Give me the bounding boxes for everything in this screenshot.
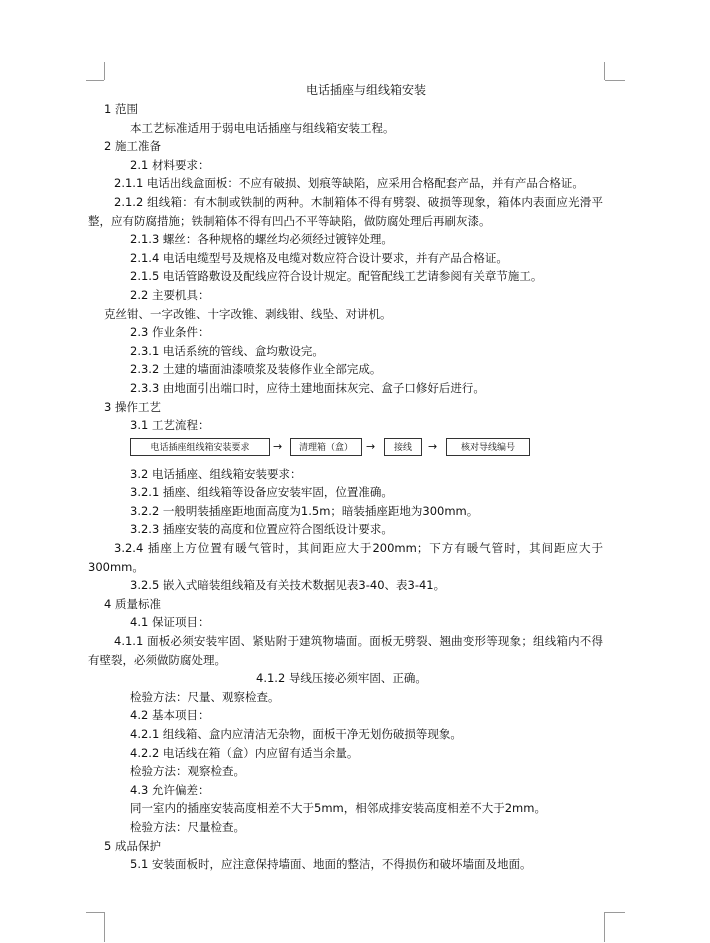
paragraph: 5.1 安装面板时，应注意保持墙面、地面的整洁，不得损伤和破坏墙面及地面。 — [130, 857, 532, 872]
paragraph: 3.2.3 插座安装的高度和位置应符合图纸设计要求。 — [130, 522, 393, 537]
crop-mark-top-right-horizontal — [605, 80, 625, 81]
crop-mark-top-left-vertical — [104, 62, 105, 80]
section-heading: 4 质量标准 — [104, 596, 161, 611]
crop-mark-bottom-left-vertical — [104, 912, 105, 942]
section-heading: 1 范围 — [104, 102, 138, 116]
flow-step-box: 电话插座组线箱安装要求 — [130, 438, 270, 456]
process-flow-diagram — [130, 435, 604, 465]
section-heading: 2 施工准备 — [104, 139, 161, 154]
paragraph: 2.1.5 电话管路敷设及配线应符合设计规定。配管配线工艺请参阅有关章节施工。 — [130, 269, 543, 284]
subsection-heading: 3.1 工艺流程： — [130, 418, 210, 433]
paragraph: 3.2.5 嵌入式暗装组线箱及有关技术数据见表3-40、表3-41。 — [130, 578, 446, 593]
paragraph: 2.3.3 由地面引出端口时，应待土建地面抹灰完、盒子口修好后进行。 — [130, 380, 485, 395]
paragraph: 2.1.3 螺丝：各种规格的螺丝均必须经过镀锌处理。 — [130, 232, 393, 247]
paragraph: 2.3.2 土建的墙面油漆喷浆及装修作业全部完成。 — [130, 362, 382, 377]
paragraph: 2.3.1 电话系统的管线、盒均敷设完。 — [130, 343, 324, 358]
subsection-heading: 2.3 作业条件： — [130, 325, 210, 340]
subsection-heading: 4.1 保证项目： — [130, 615, 210, 630]
paragraph: 3.2.4 插座上方位置有暖气管时，其间距应大于200mm；下方有暖气管时，其间距应大于300mm。 — [88, 541, 603, 574]
flow-step-box: 接线 — [384, 438, 422, 456]
flow-step-box: 清理箱（盒） — [290, 438, 362, 456]
arrow-right-icon: → — [273, 439, 283, 453]
paragraph: 4.1.1 面板必须安装牢固、紧贴附于建筑物墙面。面板无劈裂、翘曲变形等现象；组线箱内不得有壁裂，必须做防腐处理。 — [88, 634, 603, 667]
subsection-heading: 2.1 材料要求： — [130, 157, 210, 172]
subsection-heading: 4.2 基本项目： — [130, 708, 210, 723]
arrow-right-icon: → — [366, 439, 376, 453]
crop-mark-bottom-left-horizontal — [86, 912, 104, 913]
crop-mark-bottom-right-vertical — [604, 912, 605, 942]
paragraph: 4.2.2 电话线在箱（盒）内应留有适当余量。 — [130, 745, 359, 760]
arrow-right-icon: → — [428, 439, 438, 453]
crop-mark-top-right-vertical — [604, 62, 605, 80]
section-heading: 3 操作工艺 — [104, 399, 161, 414]
paragraph: 2.1.1 电话出线盒面板：不应有破损、划痕等缺陷，应采用合格配套产品，并有产品合格证。 — [114, 176, 584, 191]
flow-step-box: 核对导线编号 — [446, 438, 530, 456]
subsection-heading: 2.2 主要机具： — [130, 287, 210, 302]
paragraph: 4.1.2 导线压接必须牢固、正确。 — [256, 671, 427, 686]
paragraph: 检验方法：尺量、观察检查。 — [130, 689, 280, 704]
paragraph: 检验方法：尺量检查。 — [130, 819, 245, 834]
document-body — [88, 80, 604, 874]
paragraph: 2.1.4 电话电缆型号及规格及电缆对数应符合设计要求，并有产品合格证。 — [130, 250, 508, 265]
crop-mark-bottom-right-horizontal — [605, 912, 625, 913]
paragraph: 本工艺标准适用于弱电电话插座与组线箱安装工程。 — [130, 120, 395, 135]
document-title: 电话插座与组线箱安装 — [305, 83, 426, 97]
crop-mark-top-left-horizontal — [86, 80, 104, 81]
subsection-heading: 4.3 允许偏差： — [130, 782, 210, 797]
paragraph: 4.2.1 组线箱、盒内应清洁无杂物，面板干净无划伤破损等现象。 — [130, 727, 462, 741]
paragraph: 3.2.2 一般明装插座距地面高度为1.5m；暗装插座距地为300mm。 — [130, 503, 479, 518]
paragraph: 克丝钳、一字改锥、十字改锥、剥线钳、线坠、对讲机。 — [104, 306, 392, 321]
paragraph: 检验方法：观察检查。 — [130, 764, 245, 779]
paragraph: 2.1.2 组线箱：有木制或铁制的两种。木制箱体不得有劈裂、破损等现象，箱体内表面应光滑平整，应有防腐措施；铁制箱体不得有凹凸不平等缺陷，做防腐处理后再刷灰漆。 — [88, 194, 603, 228]
section-heading: 5 成品保护 — [104, 838, 161, 853]
paragraph: 同一室内的插座安装高度相差不大于5mm，相邻成排安装高度相差不大于2mm。 — [130, 801, 546, 816]
paragraph: 3.2.1 插座、组线箱等设备应安装牢固，位置准确。 — [130, 485, 393, 500]
subsection-heading: 3.2 电话插座、组线箱安装要求： — [130, 466, 302, 481]
